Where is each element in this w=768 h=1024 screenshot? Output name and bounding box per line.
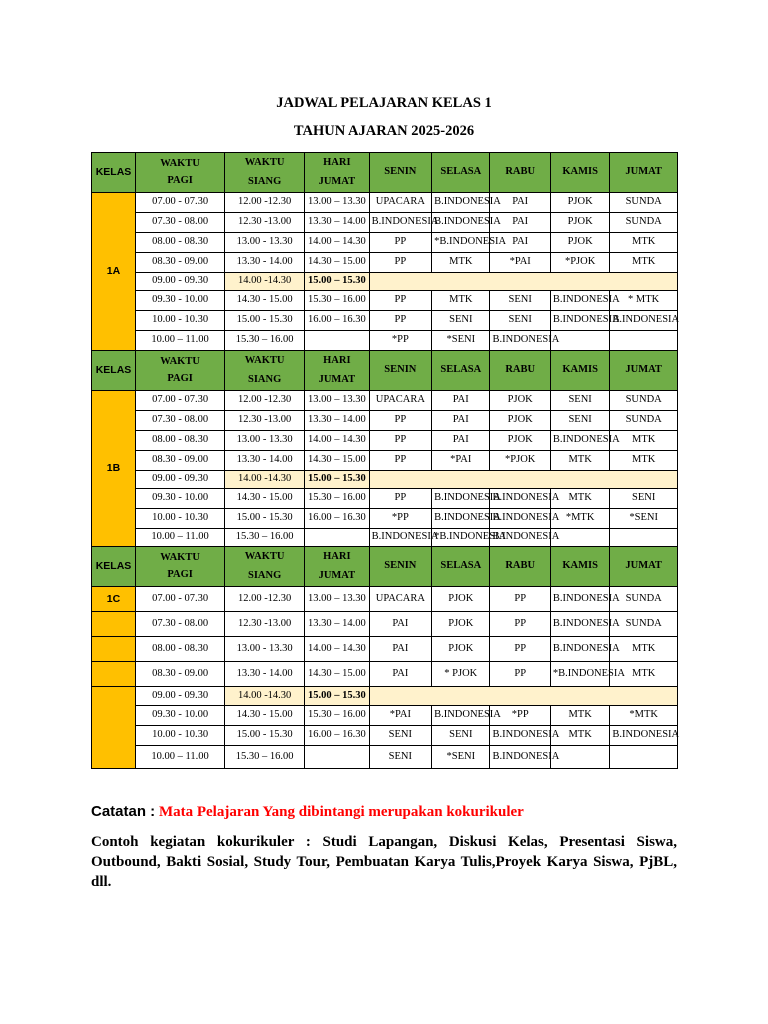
time-pagi: 10.00 - 10.30 bbox=[136, 726, 225, 746]
subject-jumat: MTK bbox=[610, 431, 678, 451]
subject-jumat: SUNDA bbox=[610, 391, 678, 411]
class-cell-empty bbox=[92, 612, 136, 637]
time-pagi: 07.30 - 08.00 bbox=[136, 612, 225, 637]
time-siang: 12.00 -12.30 bbox=[225, 193, 305, 213]
header-rabu bbox=[490, 351, 550, 391]
header-waktu-siang bbox=[225, 351, 305, 391]
time-pagi: 10.00 – 11.00 bbox=[136, 331, 225, 351]
header-hari-jumat-line1: HARI bbox=[323, 156, 351, 168]
schedule-row bbox=[92, 612, 678, 637]
time-pagi: 08.00 - 08.30 bbox=[136, 233, 225, 253]
header-kamis-label: KAMIS bbox=[562, 166, 598, 178]
subject-jumat bbox=[610, 529, 678, 547]
header-hari-jumat bbox=[305, 351, 370, 391]
time-siang: 14.00 -14.30 bbox=[225, 273, 305, 291]
schedule-row bbox=[92, 687, 678, 706]
time-siang: 15.30 – 16.00 bbox=[225, 331, 305, 351]
subject-senin: PP bbox=[369, 233, 431, 253]
time-siang: 13.30 - 14.00 bbox=[225, 451, 305, 471]
subject-jumat bbox=[610, 331, 678, 351]
time-hari-jumat: 14.00 – 14.30 bbox=[305, 233, 370, 253]
header-hari-jumat bbox=[305, 153, 370, 193]
subject-senin: *PP bbox=[369, 509, 431, 529]
note-label: Catatan : bbox=[91, 803, 156, 820]
schedule-row bbox=[92, 411, 678, 431]
header-jumat bbox=[610, 351, 678, 391]
break-cell bbox=[369, 471, 677, 489]
subject-rabu: PP bbox=[490, 587, 550, 612]
time-siang: 14.30 - 15.00 bbox=[225, 291, 305, 311]
time-siang: 15.00 - 15.30 bbox=[225, 726, 305, 746]
subject-senin: PP bbox=[369, 311, 431, 331]
time-hari-jumat: 15.30 – 16.00 bbox=[305, 489, 370, 509]
subject-jumat: MTK bbox=[610, 451, 678, 471]
header-hari-jumat bbox=[305, 547, 370, 587]
subject-senin: PP bbox=[369, 431, 431, 451]
time-hari-jumat: 16.00 – 16.30 bbox=[305, 311, 370, 331]
subject-jumat: * MTK bbox=[610, 291, 678, 311]
subject-senin: UPACARA bbox=[369, 587, 431, 612]
schedule-row bbox=[92, 746, 678, 769]
subject-senin: *PP bbox=[369, 331, 431, 351]
time-siang: 13.30 - 14.00 bbox=[225, 662, 305, 687]
subject-kamis: PJOK bbox=[550, 213, 609, 233]
time-pagi: 08.30 - 09.00 bbox=[136, 662, 225, 687]
schedule-row bbox=[92, 509, 678, 529]
header-jumat bbox=[610, 153, 678, 193]
header-waktu-pagi-line1: WAKTU bbox=[160, 551, 200, 563]
header-jumat bbox=[610, 547, 678, 587]
subject-selasa: PJOK bbox=[432, 637, 490, 662]
subject-kamis: MTK bbox=[550, 489, 609, 509]
time-siang: 15.00 - 15.30 bbox=[225, 509, 305, 529]
subject-jumat: *MTK bbox=[610, 706, 678, 726]
header-senin bbox=[369, 547, 431, 587]
subject-rabu: *PP bbox=[490, 706, 550, 726]
header-waktu-pagi-line2: PAGI bbox=[167, 175, 193, 186]
header-waktu-pagi bbox=[136, 351, 225, 391]
subject-selasa: *SENI bbox=[432, 746, 490, 769]
subject-rabu: SENI bbox=[490, 291, 550, 311]
header-kamis bbox=[550, 351, 609, 391]
header-selasa-label: SELASA bbox=[440, 166, 482, 178]
header-hari-jumat-line2: JUMAT bbox=[318, 374, 356, 385]
header-waktu-siang-line2: SIANG bbox=[247, 570, 282, 581]
subject-senin: PP bbox=[369, 451, 431, 471]
subject-senin: PP bbox=[369, 411, 431, 431]
note-text: Mata Pelajaran Yang dibintangi merupakan kokurikuler bbox=[158, 804, 524, 820]
subject-senin: *PAI bbox=[369, 706, 431, 726]
break-cell bbox=[369, 273, 677, 291]
subject-selasa: PJOK bbox=[432, 612, 490, 637]
time-pagi: 07.30 - 08.00 bbox=[136, 411, 225, 431]
header-rabu-label: RABU bbox=[505, 364, 536, 376]
subject-kamis: MTK bbox=[550, 706, 609, 726]
time-hari-jumat: 14.30 – 15.00 bbox=[305, 662, 370, 687]
subject-kamis bbox=[550, 529, 609, 547]
time-siang: 15.30 – 16.00 bbox=[225, 529, 305, 547]
note bbox=[91, 803, 524, 821]
header-jumat-label: JUMAT bbox=[625, 364, 662, 376]
time-siang: 14.00 -14.30 bbox=[225, 471, 305, 489]
subject-kamis: SENI bbox=[550, 391, 609, 411]
header-waktu-siang-line2: SIANG bbox=[247, 374, 282, 385]
subject-rabu: PP bbox=[490, 637, 550, 662]
header-waktu-siang bbox=[225, 547, 305, 587]
subject-selasa: MTK bbox=[432, 253, 490, 273]
header-waktu-siang-line1: WAKTU bbox=[244, 156, 285, 168]
subject-selasa: MTK bbox=[432, 291, 490, 311]
subject-senin: B.INDONESIA bbox=[369, 213, 431, 233]
subject-jumat: B.INDONESIA bbox=[610, 311, 678, 331]
header-senin-label: SENIN bbox=[384, 166, 417, 178]
schedule-row bbox=[92, 706, 678, 726]
subject-jumat: SUNDA bbox=[610, 193, 678, 213]
header-jumat-label: JUMAT bbox=[625, 166, 662, 178]
header-hari-jumat-line1: HARI bbox=[323, 354, 351, 366]
subject-senin: UPACARA bbox=[369, 193, 431, 213]
header-waktu-pagi bbox=[136, 547, 225, 587]
schedule-row bbox=[92, 637, 678, 662]
time-siang: 14.30 - 15.00 bbox=[225, 489, 305, 509]
subject-kamis: PJOK bbox=[550, 233, 609, 253]
subject-kamis: *MTK bbox=[550, 509, 609, 529]
header-senin bbox=[369, 153, 431, 193]
subject-selasa: B.INDONESIA bbox=[432, 193, 490, 213]
time-hari-jumat: 15.00 – 15.30 bbox=[305, 471, 370, 489]
time-siang: 15.00 - 15.30 bbox=[225, 311, 305, 331]
class-cell-empty bbox=[92, 687, 136, 769]
subject-selasa: *SENI bbox=[432, 331, 490, 351]
subject-rabu: *PJOK bbox=[490, 451, 550, 471]
time-siang: 12.30 -13.00 bbox=[225, 612, 305, 637]
class-name-cell: 1C bbox=[92, 587, 136, 612]
time-hari-jumat: 15.30 – 16.00 bbox=[305, 291, 370, 311]
subject-kamis: *B.INDONESIA bbox=[550, 662, 609, 687]
subject-jumat: MTK bbox=[610, 637, 678, 662]
subject-senin: PAI bbox=[369, 662, 431, 687]
header-row bbox=[92, 547, 678, 587]
time-hari-jumat: 13.30 – 14.00 bbox=[305, 213, 370, 233]
subject-rabu: B.INDONESIA bbox=[490, 726, 550, 746]
header-waktu-pagi-line1: WAKTU bbox=[160, 157, 200, 169]
subject-rabu: PP bbox=[490, 612, 550, 637]
schedule-row bbox=[92, 291, 678, 311]
time-hari-jumat: 13.30 – 14.00 bbox=[305, 411, 370, 431]
time-hari-jumat: 13.30 – 14.00 bbox=[305, 612, 370, 637]
time-hari-jumat: 14.30 – 15.00 bbox=[305, 451, 370, 471]
subject-selasa: * PJOK bbox=[432, 662, 490, 687]
subject-rabu: PJOK bbox=[490, 391, 550, 411]
subject-rabu: PAI bbox=[490, 213, 550, 233]
time-pagi: 09.30 - 10.00 bbox=[136, 489, 225, 509]
subject-senin: B.INDONESIA bbox=[369, 529, 431, 547]
subject-kamis: PJOK bbox=[550, 193, 609, 213]
subject-selasa: *B.INDONESIA bbox=[432, 529, 490, 547]
subject-jumat: SENI bbox=[610, 489, 678, 509]
schedule-row bbox=[92, 331, 678, 351]
subject-senin: PP bbox=[369, 291, 431, 311]
schedule-row bbox=[92, 193, 678, 213]
schedule-row bbox=[92, 726, 678, 746]
header-kamis bbox=[550, 547, 609, 587]
subject-senin: PAI bbox=[369, 637, 431, 662]
subject-selasa: B.INDONESIA bbox=[432, 489, 490, 509]
header-hari-jumat-line2: JUMAT bbox=[318, 570, 356, 581]
schedule-row bbox=[92, 233, 678, 253]
header-kamis-label: KAMIS bbox=[562, 560, 598, 572]
schedule-row bbox=[92, 489, 678, 509]
subject-senin: SENI bbox=[369, 726, 431, 746]
subject-kamis bbox=[550, 331, 609, 351]
time-hari-jumat: 14.00 – 14.30 bbox=[305, 431, 370, 451]
subject-selasa: *PAI bbox=[432, 451, 490, 471]
subject-selasa: PAI bbox=[432, 411, 490, 431]
time-siang: 12.30 -13.00 bbox=[225, 411, 305, 431]
subject-kamis: B.INDONESIA bbox=[550, 587, 609, 612]
header-hari-jumat-line2: JUMAT bbox=[318, 176, 356, 187]
time-pagi: 09.00 - 09.30 bbox=[136, 273, 225, 291]
class-name-cell: 1B bbox=[92, 391, 136, 547]
time-hari-jumat bbox=[305, 746, 370, 769]
time-siang: 13.00 - 13.30 bbox=[225, 637, 305, 662]
subject-kamis: *PJOK bbox=[550, 253, 609, 273]
document-subtitle: TAHUN AJARAN 2025-2026 bbox=[293, 123, 475, 139]
time-pagi: 07.00 - 07.30 bbox=[136, 391, 225, 411]
subject-jumat: SUNDA bbox=[610, 213, 678, 233]
time-siang: 15.30 – 16.00 bbox=[225, 746, 305, 769]
time-pagi: 09.30 - 10.00 bbox=[136, 291, 225, 311]
time-hari-jumat: 15.00 – 15.30 bbox=[305, 273, 370, 291]
header-hari-jumat-line1: HARI bbox=[323, 550, 351, 562]
header-rabu-label: RABU bbox=[505, 560, 536, 572]
time-siang: 12.30 -13.00 bbox=[225, 213, 305, 233]
schedule-row bbox=[92, 471, 678, 489]
header-kelas bbox=[92, 153, 136, 193]
subject-kamis: B.INDONESIA bbox=[550, 612, 609, 637]
time-siang: 13.00 - 13.30 bbox=[225, 431, 305, 451]
header-selasa-label: SELASA bbox=[440, 560, 482, 572]
subject-jumat bbox=[610, 746, 678, 769]
time-hari-jumat: 16.00 – 16.30 bbox=[305, 509, 370, 529]
header-waktu-pagi-line2: PAGI bbox=[167, 569, 193, 580]
header-kelas-label: KELAS bbox=[95, 560, 132, 573]
header-jumat-label: JUMAT bbox=[625, 560, 662, 572]
subject-rabu: *PAI bbox=[490, 253, 550, 273]
subject-selasa: SENI bbox=[432, 311, 490, 331]
subject-kamis: MTK bbox=[550, 451, 609, 471]
header-selasa bbox=[432, 547, 490, 587]
time-pagi: 10.00 – 11.00 bbox=[136, 529, 225, 547]
time-hari-jumat bbox=[305, 331, 370, 351]
subject-selasa: B.INDONESIA bbox=[432, 213, 490, 233]
schedule-row bbox=[92, 662, 678, 687]
header-waktu-pagi bbox=[136, 153, 225, 193]
header-kelas bbox=[92, 351, 136, 391]
time-hari-jumat: 14.30 – 15.00 bbox=[305, 253, 370, 273]
time-pagi: 09.00 - 09.30 bbox=[136, 687, 225, 706]
schedule-row bbox=[92, 311, 678, 331]
subject-kamis: B.INDONESIA bbox=[550, 637, 609, 662]
example-paragraph: Contoh kegiatan kokurikuler : Studi Lapangan, Diskusi Kelas, Presentasi Siswa, Outbound, Bakti Sosial, Study Tour, Pembuatan Karya Tulis,Proyek Karya Siswa, PjBL, dll. bbox=[91, 834, 677, 890]
document-title: JADWAL PELAJARAN KELAS 1 bbox=[276, 95, 492, 111]
subject-rabu: PJOK bbox=[490, 411, 550, 431]
subject-rabu: B.INDONESIA bbox=[490, 331, 550, 351]
subject-jumat: *SENI bbox=[610, 509, 678, 529]
time-hari-jumat: 15.00 – 15.30 bbox=[305, 687, 370, 706]
subject-kamis: B.INDONESIA bbox=[550, 431, 609, 451]
time-siang: 14.30 - 15.00 bbox=[225, 706, 305, 726]
subject-jumat: SUNDA bbox=[610, 411, 678, 431]
subject-selasa: B.INDONESIA bbox=[432, 509, 490, 529]
schedule-row bbox=[92, 529, 678, 547]
time-pagi: 08.30 - 09.00 bbox=[136, 451, 225, 471]
subject-kamis: SENI bbox=[550, 411, 609, 431]
header-waktu-pagi-line1: WAKTU bbox=[160, 355, 200, 367]
header-senin-label: SENIN bbox=[384, 560, 417, 572]
subject-rabu: SENI bbox=[490, 311, 550, 331]
subject-kamis: MTK bbox=[550, 726, 609, 746]
subject-rabu: B.INDONESIA bbox=[490, 489, 550, 509]
subject-selasa: PJOK bbox=[432, 587, 490, 612]
subject-jumat: B.INDONESIA bbox=[610, 726, 678, 746]
subject-senin: PP bbox=[369, 489, 431, 509]
subject-kamis: B.INDONESIA bbox=[550, 311, 609, 331]
time-hari-jumat: 14.00 – 14.30 bbox=[305, 637, 370, 662]
time-siang: 12.00 -12.30 bbox=[225, 587, 305, 612]
class-cell-empty bbox=[92, 662, 136, 687]
header-waktu-pagi-line2: PAGI bbox=[167, 373, 193, 384]
time-pagi: 07.30 - 08.00 bbox=[136, 213, 225, 233]
subject-rabu: PP bbox=[490, 662, 550, 687]
header-rabu-label: RABU bbox=[505, 166, 536, 178]
time-pagi: 10.00 - 10.30 bbox=[136, 311, 225, 331]
subject-jumat: SUNDA bbox=[610, 612, 678, 637]
header-kelas bbox=[92, 547, 136, 587]
time-pagi: 09.30 - 10.00 bbox=[136, 706, 225, 726]
subject-selasa: *B.INDONESIA bbox=[432, 233, 490, 253]
subject-kamis bbox=[550, 746, 609, 769]
header-selasa bbox=[432, 153, 490, 193]
break-cell bbox=[369, 687, 677, 706]
time-pagi: 07.00 - 07.30 bbox=[136, 193, 225, 213]
subject-kamis: B.INDONESIA bbox=[550, 291, 609, 311]
time-pagi: 09.00 - 09.30 bbox=[136, 471, 225, 489]
subject-rabu: PAI bbox=[490, 193, 550, 213]
schedule-row bbox=[92, 451, 678, 471]
time-pagi: 08.30 - 09.00 bbox=[136, 253, 225, 273]
time-pagi: 07.00 - 07.30 bbox=[136, 587, 225, 612]
time-hari-jumat: 13.00 – 13.30 bbox=[305, 587, 370, 612]
header-selasa bbox=[432, 351, 490, 391]
schedule-row bbox=[92, 391, 678, 411]
time-pagi: 08.00 - 08.30 bbox=[136, 637, 225, 662]
header-rabu bbox=[490, 153, 550, 193]
subject-senin: SENI bbox=[369, 746, 431, 769]
header-senin-label: SENIN bbox=[384, 364, 417, 376]
subject-jumat: MTK bbox=[610, 233, 678, 253]
time-hari-jumat: 13.00 – 13.30 bbox=[305, 193, 370, 213]
time-siang: 13.30 - 14.00 bbox=[225, 253, 305, 273]
schedule-row bbox=[92, 587, 678, 612]
schedule-row bbox=[92, 253, 678, 273]
subject-rabu: B.INDONESIA bbox=[490, 746, 550, 769]
header-selasa-label: SELASA bbox=[440, 364, 482, 376]
time-siang: 13.00 - 13.30 bbox=[225, 233, 305, 253]
subject-rabu: PJOK bbox=[490, 431, 550, 451]
class-cell-empty bbox=[92, 637, 136, 662]
subject-jumat: MTK bbox=[610, 662, 678, 687]
subject-selasa: PAI bbox=[432, 431, 490, 451]
header-row bbox=[92, 351, 678, 391]
time-hari-jumat: 16.00 – 16.30 bbox=[305, 726, 370, 746]
header-waktu-siang-line1: WAKTU bbox=[244, 354, 285, 366]
subject-senin: UPACARA bbox=[369, 391, 431, 411]
header-kelas-label: KELAS bbox=[95, 166, 132, 179]
subject-senin: PP bbox=[369, 253, 431, 273]
schedule-table bbox=[91, 152, 678, 769]
subject-rabu: B.INDONESIA bbox=[490, 509, 550, 529]
schedule-row bbox=[92, 213, 678, 233]
subject-selasa: SENI bbox=[432, 726, 490, 746]
time-siang: 14.00 -14.30 bbox=[225, 687, 305, 706]
subject-rabu: PAI bbox=[490, 233, 550, 253]
header-kelas-label: KELAS bbox=[95, 364, 132, 377]
class-name-cell: 1A bbox=[92, 193, 136, 351]
time-hari-jumat bbox=[305, 529, 370, 547]
header-waktu-siang-line1: WAKTU bbox=[244, 550, 285, 562]
header-rabu bbox=[490, 547, 550, 587]
time-hari-jumat: 13.00 – 13.30 bbox=[305, 391, 370, 411]
header-waktu-siang-line2: SIANG bbox=[247, 176, 282, 187]
header-senin bbox=[369, 351, 431, 391]
header-row bbox=[92, 153, 678, 193]
time-siang: 12.00 -12.30 bbox=[225, 391, 305, 411]
header-waktu-siang bbox=[225, 153, 305, 193]
header-kamis bbox=[550, 153, 609, 193]
schedule-row bbox=[92, 431, 678, 451]
subject-selasa: PAI bbox=[432, 391, 490, 411]
subject-selasa: B.INDONESIA bbox=[432, 706, 490, 726]
header-kamis-label: KAMIS bbox=[562, 364, 598, 376]
time-pagi: 10.00 - 10.30 bbox=[136, 509, 225, 529]
subject-rabu: B.INDONESIA bbox=[490, 529, 550, 547]
time-pagi: 08.00 - 08.30 bbox=[136, 431, 225, 451]
time-hari-jumat: 15.30 – 16.00 bbox=[305, 706, 370, 726]
subject-jumat: MTK bbox=[610, 253, 678, 273]
subject-jumat: SUNDA bbox=[610, 587, 678, 612]
schedule-row bbox=[92, 273, 678, 291]
subject-senin: PAI bbox=[369, 612, 431, 637]
time-pagi: 10.00 – 11.00 bbox=[136, 746, 225, 769]
